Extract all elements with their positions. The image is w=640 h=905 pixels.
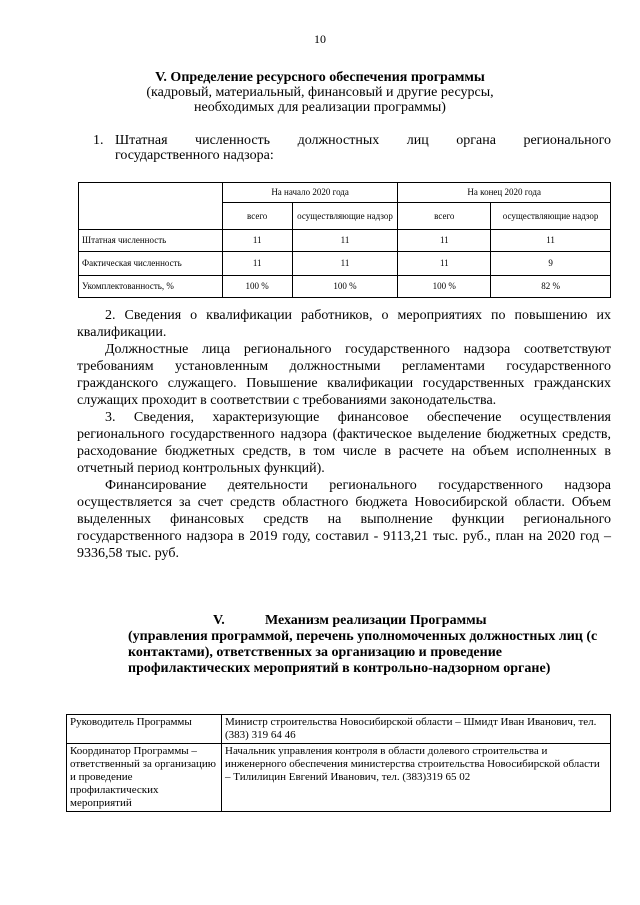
section-mechanism-title: Механизм реализации Программы xyxy=(265,613,487,628)
staff-cell: 100 % xyxy=(398,276,491,298)
paragraph-financial-info: 3. Сведения, характеризующие финансовое обеспечение осуществления регионального государственного надзора (фактическое выделение бюджетных средств, расходование бюджетных средств, в том числе в расчете на объем исполненных в отчетный период контрольных функций). xyxy=(77,410,611,476)
list-item-text-line1: Штатная численность должностных лиц органа регионального xyxy=(115,133,611,148)
staff-table-col-total: всего xyxy=(222,203,292,230)
table-row xyxy=(67,744,611,812)
staff-row-label: Штатная численность xyxy=(79,230,223,252)
staff-table-corner xyxy=(79,183,223,230)
contacts-table xyxy=(66,714,611,812)
staff-row-label: Фактическая численность xyxy=(79,252,223,276)
section-resources-subtitle-line1: (кадровый, материальный, финансовый и другие ресурсы, xyxy=(146,85,494,100)
staff-row-label: Укомплектованность, % xyxy=(79,276,223,298)
section-mechanism-heading xyxy=(128,613,608,677)
staff-cell: 11 xyxy=(292,230,398,252)
list-item-text-line2: государственного надзора: xyxy=(115,148,274,163)
list-item-number: 1. xyxy=(93,133,104,148)
staff-cell: 9 xyxy=(491,252,611,276)
staff-cell: 11 xyxy=(491,230,611,252)
table-row xyxy=(79,230,611,252)
table-row xyxy=(79,252,611,276)
staff-cell: 11 xyxy=(222,252,292,276)
staff-table-col-supervising: осуществляющие надзор xyxy=(491,203,611,230)
staff-cell: 11 xyxy=(292,252,398,276)
staff-cell: 82 % xyxy=(491,276,611,298)
staff-table-group-start: На начало 2020 года xyxy=(222,183,398,203)
staff-cell: 100 % xyxy=(222,276,292,298)
body-text xyxy=(77,307,611,562)
contact-person: Министр строительства Новосибирской области – Шмидт Иван Иванович, тел. (383) 319 64 46 xyxy=(222,715,611,744)
staff-table xyxy=(78,182,611,298)
section-mechanism-subtitle: (управления программой, перечень уполномоченных должностных лиц (с контактами), ответственных за организацию и проведение профилактических мероприятий в контрольно-надзорном органе) xyxy=(128,629,598,676)
staff-table-group-end: На конец 2020 года xyxy=(398,183,611,203)
staff-list-item xyxy=(93,133,611,163)
paragraph-funding: Финансирование деятельности регионального государственного надзора осуществляется за счет средств областного бюджета Новосибирской области. Объем выделенных финансовых средств на выполнение функции регионального государственного надзора в 2019 году, составил - 9113,21 тыс. руб., план на 2020 год – 9336,58 тыс. руб. xyxy=(77,478,611,561)
contact-role: Руководитель Программы xyxy=(67,715,222,744)
table-row xyxy=(79,276,611,298)
section-mechanism-number: V. xyxy=(213,613,225,628)
table-row xyxy=(67,715,611,744)
page-number: 10 xyxy=(314,32,326,46)
section-resources-title: V. Определение ресурсного обеспечения программы xyxy=(155,70,485,85)
paragraph-requirements: Должностные лица регионального государственного надзора соответствуют требованиям установленным должностными регламентами государственного гражданского служащего. Повышение квалификации государственных гражданских служащих проходит в соответствии с требованиями законодательства. xyxy=(77,342,611,408)
contact-role: Координатор Программы – ответственный за организацию и проведение профилактических мероприятий xyxy=(67,744,222,812)
section-resources-heading xyxy=(60,70,580,115)
paragraph-qualification: 2. Сведения о квалификации работников, о мероприятиях по повышению их квалификации. xyxy=(77,308,611,340)
section-resources-subtitle-line2: необходимых для реализации программы) xyxy=(194,100,446,115)
staff-table-col-supervising: осуществляющие надзор xyxy=(292,203,398,230)
contact-person: Начальник управления контроля в области долевого строительства и инженерного обеспечения министерства строительства Новосибирской области – Тилилицин Евгений Иванович, тел. (383)319 65 02 xyxy=(222,744,611,812)
staff-cell: 100 % xyxy=(292,276,398,298)
staff-cell: 11 xyxy=(222,230,292,252)
staff-cell: 11 xyxy=(398,252,491,276)
staff-table-col-total: всего xyxy=(398,203,491,230)
staff-cell: 11 xyxy=(398,230,491,252)
